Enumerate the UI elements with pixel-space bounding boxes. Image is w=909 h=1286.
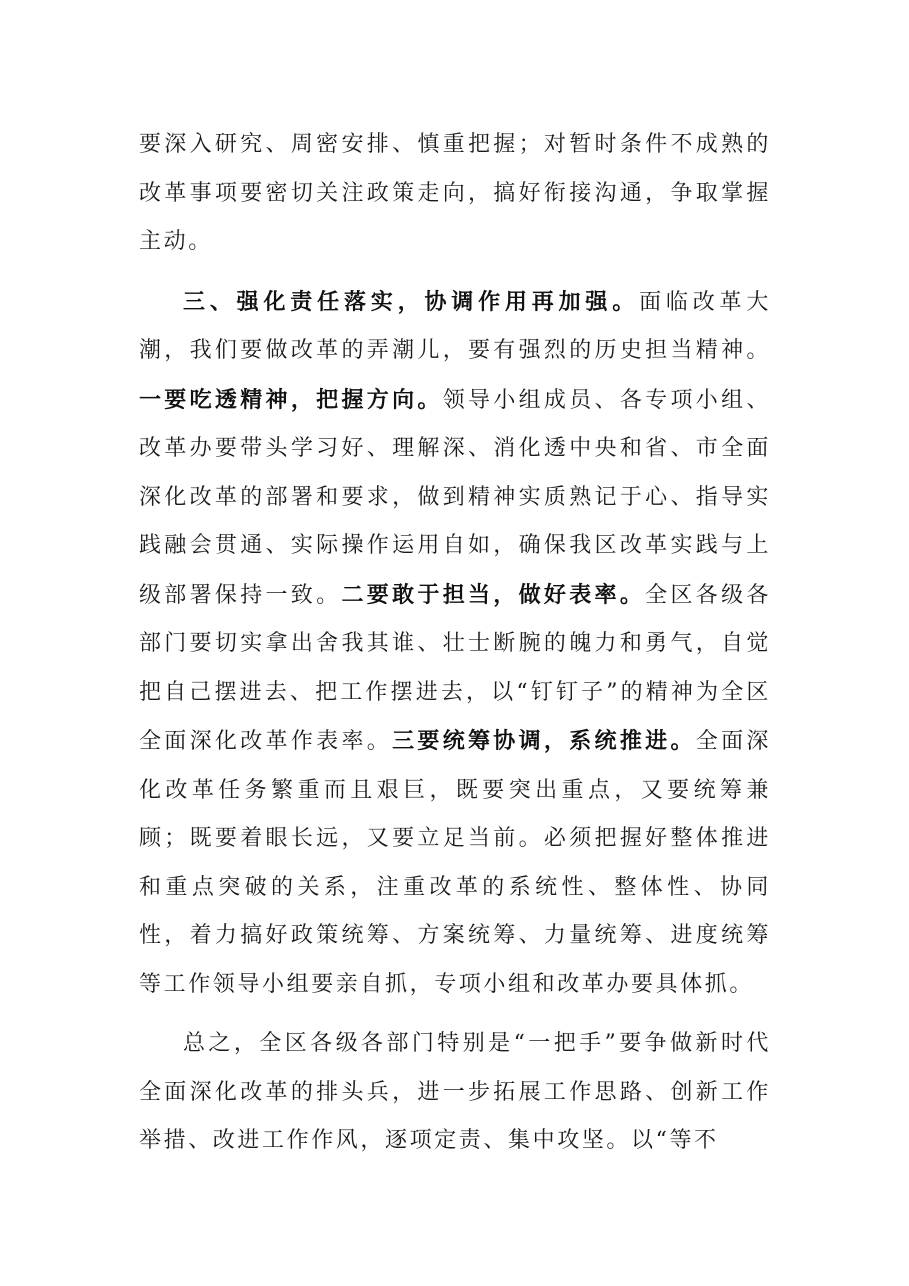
section-heading: 三、强化责任落实，协调作用再加强。 [183,288,640,315]
text-segment: 总之，全区各级各部门特别是“一把手”要争做新时代全面深化改革的排头兵，进一步拓展工作思路、创新工作举措、改进工作作风，逐项定责、集中攻坚。以“等不 [139,1031,771,1153]
point-heading-one: 一要吃透精神，把握方向。 [139,386,443,413]
document-body [139,121,771,1166]
text-segment: 要深入研究、周密安排、慎重把握；对暂时条件不成熟的改革事项要密切关注政策走向，搞好衔接沟通，争取掌握主动。 [139,132,771,254]
point-heading-two: 二要敢于担当，做好表率。 [341,581,646,608]
text-segment: 领导小组成员、各专项小组、改革办要带头学习好、理解深、消化透中央和省、市全面深化改革的部署和要求，做到精神实质熟记于心、指导实践融会贯通、实际操作运用自如，确保我区改革实践与上级部署保持一致。 [139,387,771,608]
point-heading-three: 三要统筹协调，系统推进。 [392,728,696,754]
paragraph-section-three [139,278,771,1010]
paragraph-summary [139,1020,771,1166]
text-segment: 面临改革大潮，我们要做改革的弄潮儿，要有强烈的历史担当精神。 [139,289,771,363]
paragraph-continuation [139,121,771,267]
text-segment: 全面深化改革任务繁重而且艰巨，既要突出重点，又要统筹兼顾；既要着眼长远，又要立足当前。必须把握好整体推进和重点突破的关系，注重改革的系统性、整体性、协同性，着力搞好政策统筹、方案统筹、力量统筹、进度统筹等工作领导小组要亲自抓，专项小组和改革办要具体抓。 [139,729,771,997]
text-segment: 全区各级各部门要切实拿出舍我其谁、壮士断腕的魄力和勇气，自觉把自己摆进去、把工作摆进去，以“钉钉子”的精神为全区全面深化改革作表率。 [139,582,771,754]
